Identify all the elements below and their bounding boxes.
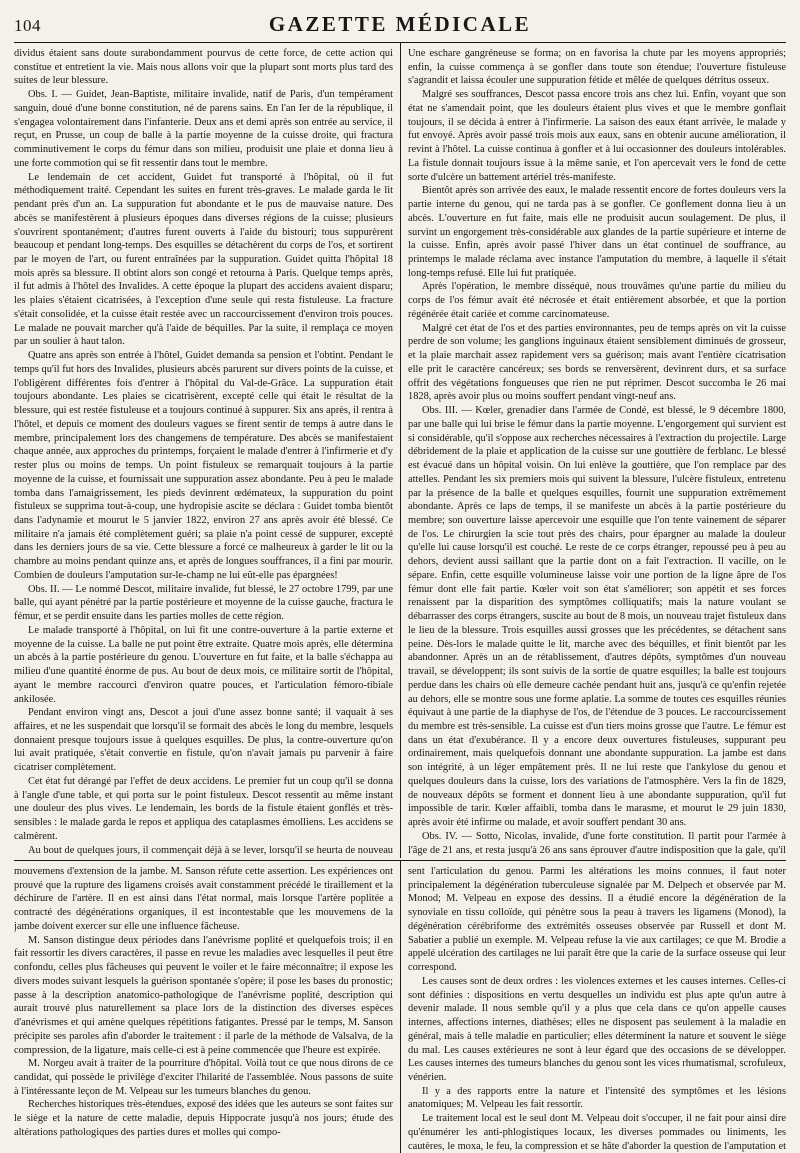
paragraph: Le malade transporté à l'hôpital, on lui fit une contre-ouverture à la partie externe et moyenne de la cuisse. La balle ne put point être extraite. Quatre mois après, elle détermina un abcès à la partie postérieure du genou. L'ouverture en fut faite, et la balle s'échappa au milieu d'une quantité énorme de pus. Au bout de deux mois, ce militaire sortit de l'hôpital, ayant le membre raccourci d'environ quatre pouces, et l'articulation fémoro-tibiale ankilosée. [14,624,393,705]
paragraph: Obs. III. — Kœler, grenadier dans l'armée de Condé, est blessé, le 9 décembre 1800, par une balle qui lui brise le fémur dans la partie moyenne. L'engorgement qui survient est si considérable, qu'il s'oppose aux recherches nécessaires à l'extraction du projectile. Large débridement de la plaie et application de la cuisse sur une gouttière de ferblanc. Le blessé est évacué dans un hôpital voisin. On lui enlève la gouttière, que l'on remplace par des attelles. Pendant les six premiers mois qui suivent la blessure, l'ulcère fistuleux, entretenu par la présence de la balle et quelques esquilles, fournit une suppuration extrêmement abondante. Après ce laps de temps, il se manifeste un abcès à la partie postérieure du membre; son ouverture laisse apercevoir une esquille que l'on tente vainement de séparer de l'os. Le chirurgien la scie tout près des chairs, pour épargner au malade la douleur qu'elle lui cause lorsqu'il est couché. Le reste de ce corps étranger, repoussé peu à peu au dehors, devient aussi saillant que la partie dont on a fait l'extraction. Il vacille, on le sépare. Enfin, cette esquille volumineuse laisse voir une portion de la ligne âpre de l'os fémur dont elle fait partie. Kœler voit son état s'améliorer; son appétit et ses forces renaissent par la disparition des symptômes colliquatifs; mais la nature voulant se débarrasser des corps étrangers, suscite au bout de 8 mois, un nouveau trajet fistuleux dans le lieu de la blessure. Trois esquilles aussi grosses que les précédentes, se détachent sans peine. Dès-lors le malade quitte le lit, marche avec des béquilles, et finit bientôt par les abandonner. Après un an de rétablissement, d'autres dépôts, symptômes d'un nouveau travail, se développent; ils sont suivis de la sortie de quatre esquilles; la balle est toujours perdue dans les chairs où elle demeure cachée pendant huit ans, jusqu'à ce qu'enfin rejetée au dehors, elle se montre sous une forme aplatie. La somme de toutes ces esquilles réunies équivaut à une partie de la diaphyse de l'os, de l'étendue de 3 pouces. Le raccourcissement du membre est très-sensible. La cuisse est d'un tiers moins grosse que l'autre. Le fémur est dans un état d'exubérance. Il y a encore deux ouvertures fistuleuses, suppurant peu ordinairement, mais quelquefois donnant une abondante suppuration. La jambe est dans son intégrité, à un léger empâtement près. Il ne lui reste que l'ankylose du genou et quelques douleurs dans la cuisse, lors des variations de l'atmosphère. Vers la fin de 1829, de nouveaux dépôts se forment et donnent lieu à une abondante suppuration, qu'il fut impossible de tarir. Kœler affaibli, tomba dans le marasme, et mourut le 29 juin 1830, après avoir été infirme ou malade, et avoir souffert pendant 30 ans. [408,405,786,829]
bottom-left-column [14,861,400,1153]
paragraph: Recherches historiques très-étendues, exposé des idées que les auteurs se sont faites sur le siège et la nature de cette maladie, depuis Hippocrate jusqu'à nos jours; étude des altérations pathologiques des parties dures et molles qui compo- [14,1099,393,1138]
paragraph: Obs. IV. — Sotto, Nicolas, invalide, d'une forte constitution. Il partit pour l'armée à l'âge de 21 ans, et resta jusqu'à 26 ans sans éprouver d'autre indisposition que la gale, qu'il [408,830,786,856]
bottom-section [14,861,786,1153]
page-number: 104 [14,16,41,35]
paragraph: Bientôt après son arrivée des eaux, le malade ressentit encore de fortes douleurs vers la partie interne du genou, qui ne tarda pas à se gonfler. Ce gonflement donna lieu à un abcès. L'ouverture en fut faite, mais elle ne produisit aucun soulagement. De plus, il survint un engorgement très-considérable aux glandes de la partie supérieure et interne de la cuisse. Enfin, après avoir passé l'hiver dans un état continuel de souffrance, au printemps le malade réclama avec instance l'amputation du membre, à laquelle il s'était long-temps refusé. Elle lui fut pratiquée. [408,185,786,279]
paragraph: M. Sanson distingue deux périodes dans l'anévrisme poplité et quelquefois trois; il en fait ressortir les divers caractères, il passe en revue les maladies avec lesquelles il peut être confondu, celles plus fâcheuses qui peuvent le voiler et le faire méconnaître; il expose les divers modes suivant lesquels la guérison spontanée s'opère; il pose les bases du pronostic; passe à la description anatomico-pathologique de l'anévrisme poplité, description qui aurait trouvé plus naturellement sa place lors de la distinction des diverses espèces d'anévrismes et qui amène quelques répétitions fatigantes. Pressé par le temps, M. Sanson précipite ses paroles afin d'aborder le traitement : il parle de la méthode de Valsalva, de la compression, de la ligature, mais celle-ci est à peine commencée que l'heure est expirée. [14,934,393,1056]
paragraph: sent l'articulation du genou. Parmi les altérations les moins connues, il faut noter principalement la dégénération tuberculeuse signalée par M. Delpech et observée par M. Monod; M. Velpeau en expose des dessins. Il a étudié encore la dégénération de la synoviale en tissu colloïde, qui pénètre sous la peau à travers les ligamens (Monod), la dégénération cérébriforme des extrémités osseuses observée par Russell et dont M. Sabatier a publié un exemple. M. Velpeau refuse la vie aux cartilages; ce que M. Brodie a appelé ulcération des cartilages ne lui paraît être que la carie de la surface osseuse qui leur correspond. [408,866,786,974]
publication-title: GAZETTE MÉDICALE [268,12,532,36]
paragraph: M. Norgeu avait à traiter de la pourriture d'hôpital. Voilà tout ce que nous dirons de ce candidat, qui possède le privilège d'exciter l'hilarité de l'assemblée. Nous passons de suite à l'intéressante leçon de M. Velpeau sur les tumeurs blanches du genou. [14,1058,393,1097]
paragraph: Les causes sont de deux ordres : les violences externes et les causes internes. Celles-ci sont définies : dispositions en vertu desquelles un individu est plus apte qu'un autre à devenir malade. Il nous semble qu'il y a plus que cela dans ce qu'on appelle causes internes, affections internes, diathèses; elles ne disposent pas seulement à la maladie en général, mais à telle maladie en particulier; elles déterminent la nature et souvent le siège du mal. Les causes extérieures ne sont à leur égard que des occasions de se développer. Les causes internes des tumeurs blanches du genou sont les vices rhumatismal, scrofuleux, vénérien. [408,975,786,1084]
paragraph: Une eschare gangréneuse se forma; on en favorisa la chute par les moyens appropriés; enfin, la cuisse commença à se gonfler dans toute son étendue; l'ouverture fistuleuse s'agrandit et laissa écouler une suppuration fétide et mêlée de quelques détritus osseux. [408,48,786,87]
paragraph: mouvemens d'extension de la jambe. M. Sanson réfute cette assertion. Les expériences ont prouvé que la rupture des ligamens croisés avait constamment précédé le tiraillement et la déchirure de l'artère. Il en est ainsi dans l'état normal, mais lorsque l'artère poplitée a contracté des dégénérations organiques, il est incontestable que les mouvemens de la jambe doivent exercer sur elle une influence fâcheuse. [14,866,393,932]
paragraph: Obs. I. — Guidet, Jean-Baptiste, militaire invalide, natif de Paris, d'un tempérament sanguin, doué d'une bonne constitution, né de parens sains. En l'an Ier de la république, il s'engagea volontairement dans l'infanterie. Deux ans et demi après son entrée au service, il reçut, en Prusse, un coup de balle à la partie moyenne de la cuisse droite, qui fractura comminutivement le corps du fémur dans son milieu, produisit une plaie et donna lieu à une forte commotion qui se fit ressentir dans tout le membre. [14,89,393,169]
paragraph: dividus étaient sans doute surabondamment pourvus de cette force, de cette action qui constitue et entretient la vie. Mais nous allons voir que la plupart sont morts plus tard des suites de leur blessure. [14,48,393,87]
paragraph: Malgré cet état de l'os et des parties environnantes, peu de temps après on vit la cuisse perdre de son volume; les ganglions inguinaux étaient sensiblement diminués de grosseur, et la plaie marchait assez rapidement vers sa guérison; mais avant l'entière cicatrisation elle prit le caractère cancéreux; ses bords se renversèrent, devinrent durs, et sa surface offrit des végétations fongueuses que rien ne put réprimer. Descot succomba le 26 mai 1828, après avoir plus ou moins souffert pendant vingt-neuf ans. [408,322,786,403]
paragraph: Il y a des rapports entre la nature et l'intensité des symptômes et les lésions anatomiques; M. Velpeau les fait ressortir. [408,1085,786,1111]
paragraph: Le traitement local est le seul dont M. Velpeau doit s'occuper, il ne fait pour ainsi dire qu'énumérer les anti-phlogistiques locaux, les diverses pommades ou liniments, les cautères, le moxa, le feu, la compression et se hâte d'aborder la question de l'amputation et [408,1113,786,1152]
paragraph: Le lendemain de cet accident, Guidet fut transporté à l'hôpital, où il fut méthodiquement traité. Cependant les suites en furent très-graves. Le malade garda le lit pendant près d'un an. La suppuration fut abondante et le pus de mauvaise nature. Des abcès se manifestèrent à plusieurs époques dans diverses régions de la cuisse; plusieurs s'ouvrirent spontanément; d'autres furent ouverts à l'aide du bistouri; tous suppurèrent beaucoup et pendant long-temps. Des esquilles se détachèrent du corps de l'os, et sortirent par le moyen de l'art, ou furent entraînées par la suppuration. Guidet quitta l'hôpital 18 mois après sa blessure. Il obtint alors son congé et retourna à Paris. Quelque temps après, il fut admis à l'hôtel des Invalides. A cette époque la plupart des accidens avaient disparu; les plaies s'étaient cicatrisées, à l'exception d'une seule qui resta fistuleuse. La fracture s'était consolidée, et la cuisse était restée avec un raccourcissement d'environ trois pouces. Le malade ne pouvait marcher qu'à l'aide de béquilles. Par la suite, il remplaça ce moyen par un soulier à haut talon. [14,171,393,348]
paragraph: Cet état fut dérangé par l'effet de deux accidens. Le premier fut un coup qu'il se donna à l'angle d'une table, et qui porta sur le point fistuleux. Descot ressentit au même instant une douleur des plus vives. Le lendemain, les bords de la fistule étaient gonflés et très-sensibles : le malade garda le repos et appliqua des cataplasmes émolliens. Les accidens se calmèrent. [14,775,393,842]
masthead [14,12,786,43]
paragraph: Malgré ses souffrances, Descot passa encore trois ans chez lui. Enfin, voyant que son état ne s'amendait point, que les douleurs étaient plus vives et que le membre gonflait toujours, il se décida à entrer à l'infirmerie. La saison des eaux étant arrivée, le malade y fut envoyé. Après avoir passé trois mois aux eaux, sans en obtenir aucune amélioration, il revint à l'hôtel. La cuisse continua à gonfler et à lui occasionner des douleurs intolérables. La fistule donnait toujours issue à la même sanie, et l'on apercevait vers le fond de cette sorte d'ulcère un battement artériel très-manifeste. [408,89,786,183]
top-right-column [400,43,786,858]
paragraph: Au bout de quelques jours, il commençait déjà à se lever, lorsqu'il se heurta de nouveau [28,844,393,856]
paragraph: Quatre ans après son entrée à l'hôtel, Guidet demanda sa pension et l'obtint. Pendant le temps qu'il fut hors des Invalides, plusieurs abcès parurent sur divers points de la cuisse, et l'obligèrent différentes fois d'entrer à l'hôpital du Val-de-Grâce. La suppuration était toujours abondante. Les plaies se cicatrisèrent, excepté celle qui était le résultat de la blessure, qui est restée fistuleuse et a toujours continué à suppurer. Six ans après, il rentra à l'hôtel, et depuis ce moment des douleurs vagues se firent sentir de temps à autre dans le membre, principalement lors des changemens de température. Des abcès se manifestaient chaque année, aux approches du printemps, forçaient le malade d'entrer à l'infirmerie et d'y rester plus ou moins de temps. Un point fistuleux se remarquait toujours à la partie moyenne de la cuisse, et fournissait une suppuration assez abondante. Peu à peu le malade tomba dans l'amaigrissement, les pieds devinrent œdémateux, la suppuration du point fistuleux se supprima tout-à-coup, une hydropisie ascite se déclara : Guidet tomba bientôt dans l'adynamie et mourut le 5 janvier 1822, environ 27 ans après avoir été blessé. Ce militaire n'a jamais été complètement guéri; sa plaie n'a point cessé de suppurer, excepté dans les derniers jours de sa vie. Cette blessure a forcé ce malheureux à garder le lit ou la chambre au moins pendant quinze ans, et après de longues souffrances, il a fini par mourir. Combien de douleurs l'amputation sur-le-champ ne lui eût-elle pas épargnées! [14,350,393,581]
top-left-column [14,43,400,858]
bottom-right-column [400,861,786,1153]
paragraph: Après l'opération, le membre disséqué, nous trouvâmes qu'une partie du milieu du corps de l'os fémur avait été nécrosée et était entièrement absorbée, et que la portion régénérée était cariée et comme carcinomateuse. [408,281,786,320]
paragraph: Pendant environ vingt ans, Descot a joui d'une assez bonne santé; il vaquait à ses affaires, et ne les suspendait que lorsqu'il se formait des abcès le long du membre, lesquels donnaient presque toujours issue à quelques esquilles. De plus, la contre-ouverture qu'on lui avait pratiquée, s'était convertie en fistule, qu'on n'avait jamais pu parvenir à faire cicatriser complètement. [14,707,393,774]
top-section [14,43,786,858]
paragraph: Obs. II. — Le nommé Descot, militaire invalide, fut blessé, le 27 octobre 1799, par une balle, qui ayant pénétré par la partie postérieure et moyenne de la cuisse gauche, fractura le fémur, et se perdit ensuite dans les parties molles de cette région. [14,583,393,623]
